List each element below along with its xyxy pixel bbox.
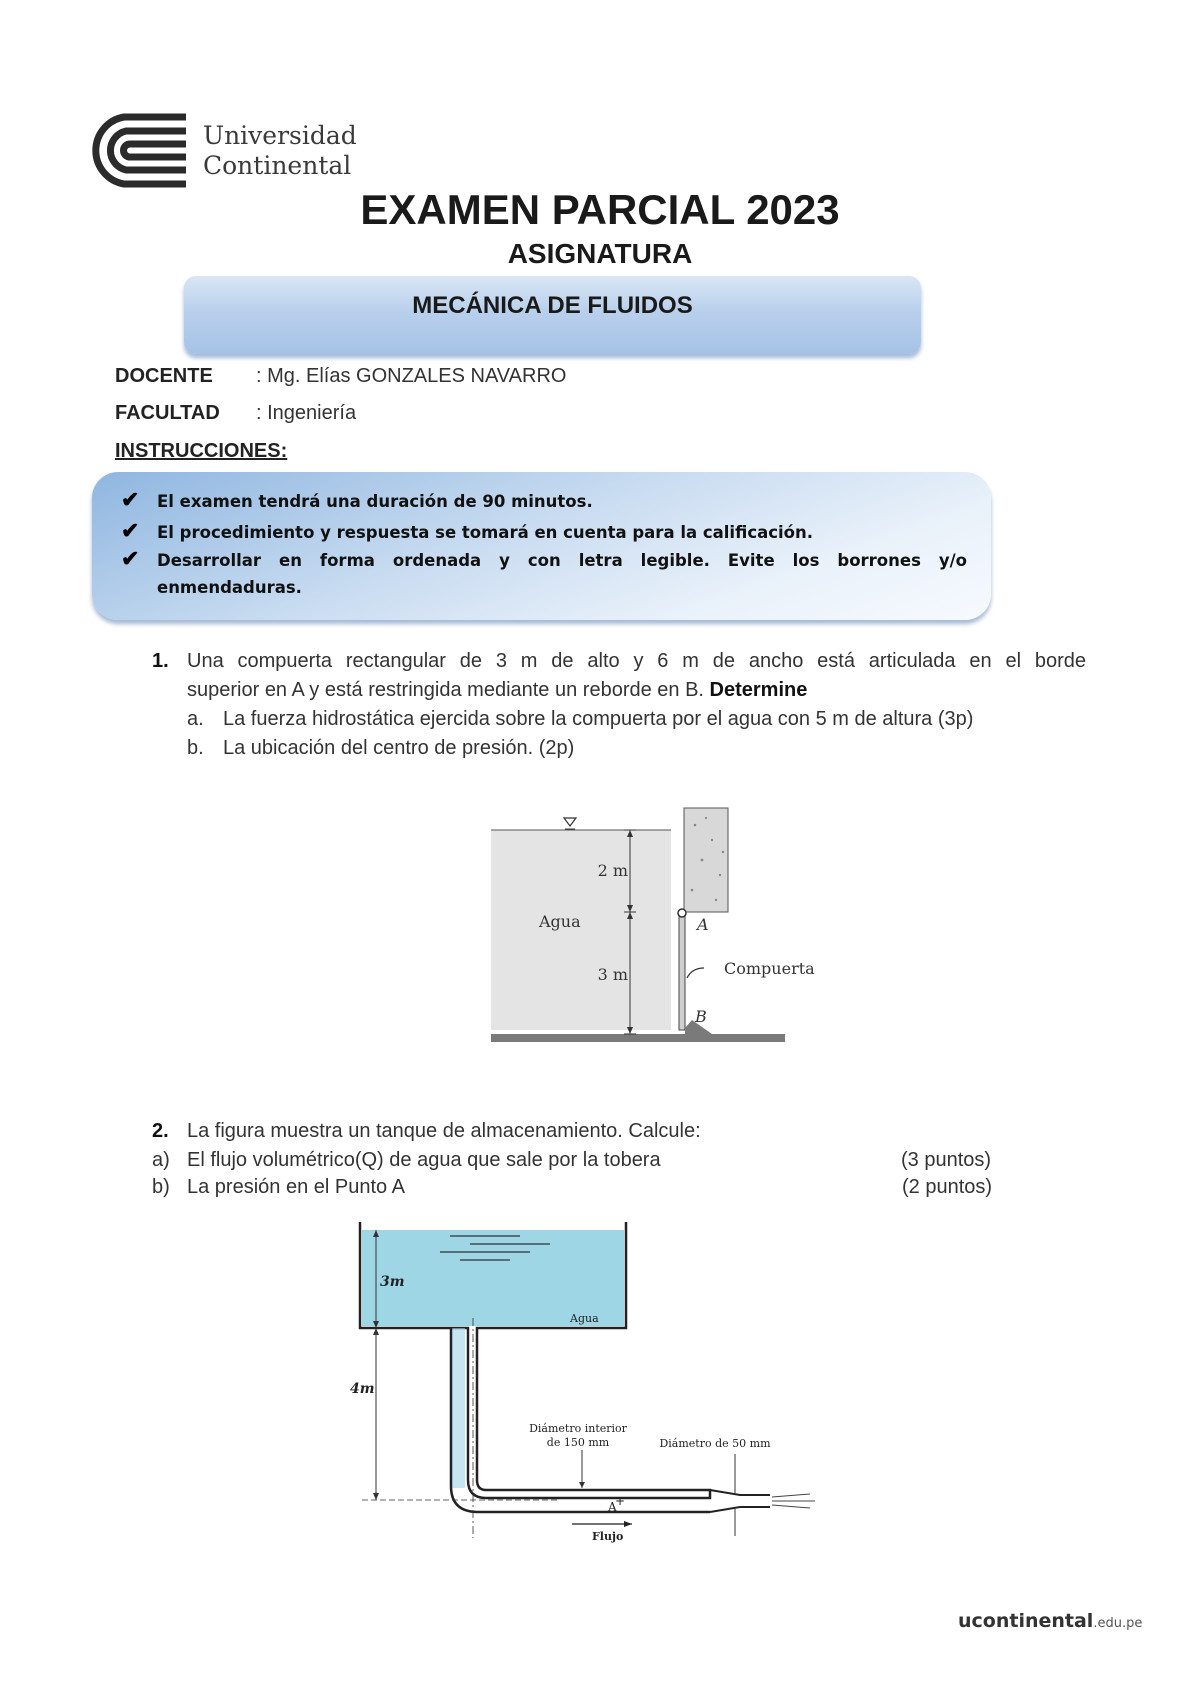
logo-mark-icon bbox=[86, 113, 188, 188]
label-3m: 3 m bbox=[597, 965, 628, 984]
q2-b-label: b) bbox=[152, 1176, 170, 1198]
footer-brand-main: ucontinental bbox=[958, 1610, 1094, 1632]
gate-figure bbox=[480, 800, 820, 1060]
logo-line1: Universidad bbox=[203, 121, 357, 150]
q2-a-text: El flujo volumétrico(Q) de agua que sale por la tobera bbox=[187, 1149, 661, 1171]
label-agua: Agua bbox=[570, 1312, 599, 1325]
q2-b-points: (2 puntos) bbox=[902, 1176, 993, 1198]
water-region bbox=[491, 830, 671, 1030]
logo-line2: Continental bbox=[203, 151, 352, 180]
q1-determine: Determine bbox=[709, 679, 808, 701]
label-3m: 3m bbox=[380, 1274, 405, 1290]
facultad-label: FACULTAD bbox=[115, 402, 220, 424]
concrete-wall bbox=[684, 808, 728, 912]
docente-label: DOCENTE bbox=[115, 365, 213, 387]
q1-number: 1. bbox=[152, 650, 169, 672]
check-icon: ✔ bbox=[121, 487, 140, 512]
docente-value: : Mg. Elías GONZALES NAVARRO bbox=[256, 365, 567, 387]
check-icon: ✔ bbox=[121, 518, 140, 543]
label-agua: Agua bbox=[539, 912, 581, 931]
tank-figure bbox=[340, 1218, 860, 1548]
q1-text-line2 bbox=[187, 679, 807, 702]
q2-b-text: La presión en el Punto A bbox=[187, 1176, 405, 1198]
q1-a-text: La fuerza hidrostática ejercida sobre la compuerta por el agua con 5 m de altura (3p) bbox=[223, 708, 974, 730]
label-diam2: Diámetro de 50 mm bbox=[659, 1437, 771, 1450]
label-a: A bbox=[608, 1500, 617, 1514]
exam-subtitle: ASIGNATURA bbox=[507, 238, 693, 269]
q1-a-label: a. bbox=[187, 708, 204, 730]
label-a: A bbox=[697, 915, 709, 934]
q2-number: 2. bbox=[152, 1120, 169, 1142]
q1-text-line1: Una compuerta rectangular de 3 m de alto y 6 m de ancho está articulada en el borde bbox=[187, 650, 1086, 672]
footer-brand-suffix: .edu.pe bbox=[1093, 1616, 1143, 1631]
q2-a-points: (3 puntos) bbox=[901, 1149, 992, 1171]
pipe-water bbox=[451, 1328, 465, 1488]
q1-b-label: b. bbox=[187, 737, 204, 759]
instruction-item: Desarrollar en forma ordenada y con letra legible. Evite los borrones y/o bbox=[157, 551, 967, 570]
label-diam1-line1: Diámetro interior bbox=[529, 1422, 627, 1435]
q1-b-text: La ubicación del centro de presión. (2p) bbox=[223, 737, 575, 759]
university-logo bbox=[86, 113, 356, 188]
label-diam1-line2: de 150 mm bbox=[546, 1436, 610, 1449]
label-compuerta: Compuerta bbox=[724, 959, 815, 978]
check-icon: ✔ bbox=[121, 546, 140, 571]
point-a-marker-icon: + bbox=[615, 1494, 626, 1508]
label-2m: 2 m bbox=[597, 861, 628, 880]
instrucciones-label: INSTRUCCIONES: bbox=[115, 440, 288, 462]
instruction-item: El procedimiento y respuesta se tomará en cuenta para la calificación. bbox=[157, 523, 814, 542]
label-flujo: Flujo bbox=[592, 1530, 624, 1543]
label-b: B bbox=[695, 1007, 707, 1026]
instruction-item: El examen tendrá una duración de 90 minutos. bbox=[157, 492, 593, 511]
subject-banner bbox=[184, 276, 921, 354]
hinge-a-icon bbox=[678, 909, 686, 917]
q2-a-label: a) bbox=[152, 1149, 170, 1171]
surface-marker-icon bbox=[564, 818, 576, 826]
gate-plate bbox=[679, 912, 685, 1030]
label-4m: 4m bbox=[350, 1381, 375, 1397]
footer-brand bbox=[958, 1610, 1142, 1632]
facultad-value: : Ingeniería bbox=[256, 402, 357, 424]
q2-text: La figura muestra un tanque de almacenamiento. Calcule: bbox=[187, 1120, 701, 1142]
nozzle bbox=[710, 1490, 770, 1512]
q1-text: superior en A y está restringida mediante un reborde en B. bbox=[187, 679, 704, 701]
instruction-item-cont: enmendaduras. bbox=[157, 578, 302, 597]
subject-title: MECÁNICA DE FLUIDOS bbox=[412, 292, 693, 319]
exam-title: EXAMEN PARCIAL 2023 bbox=[360, 186, 840, 233]
